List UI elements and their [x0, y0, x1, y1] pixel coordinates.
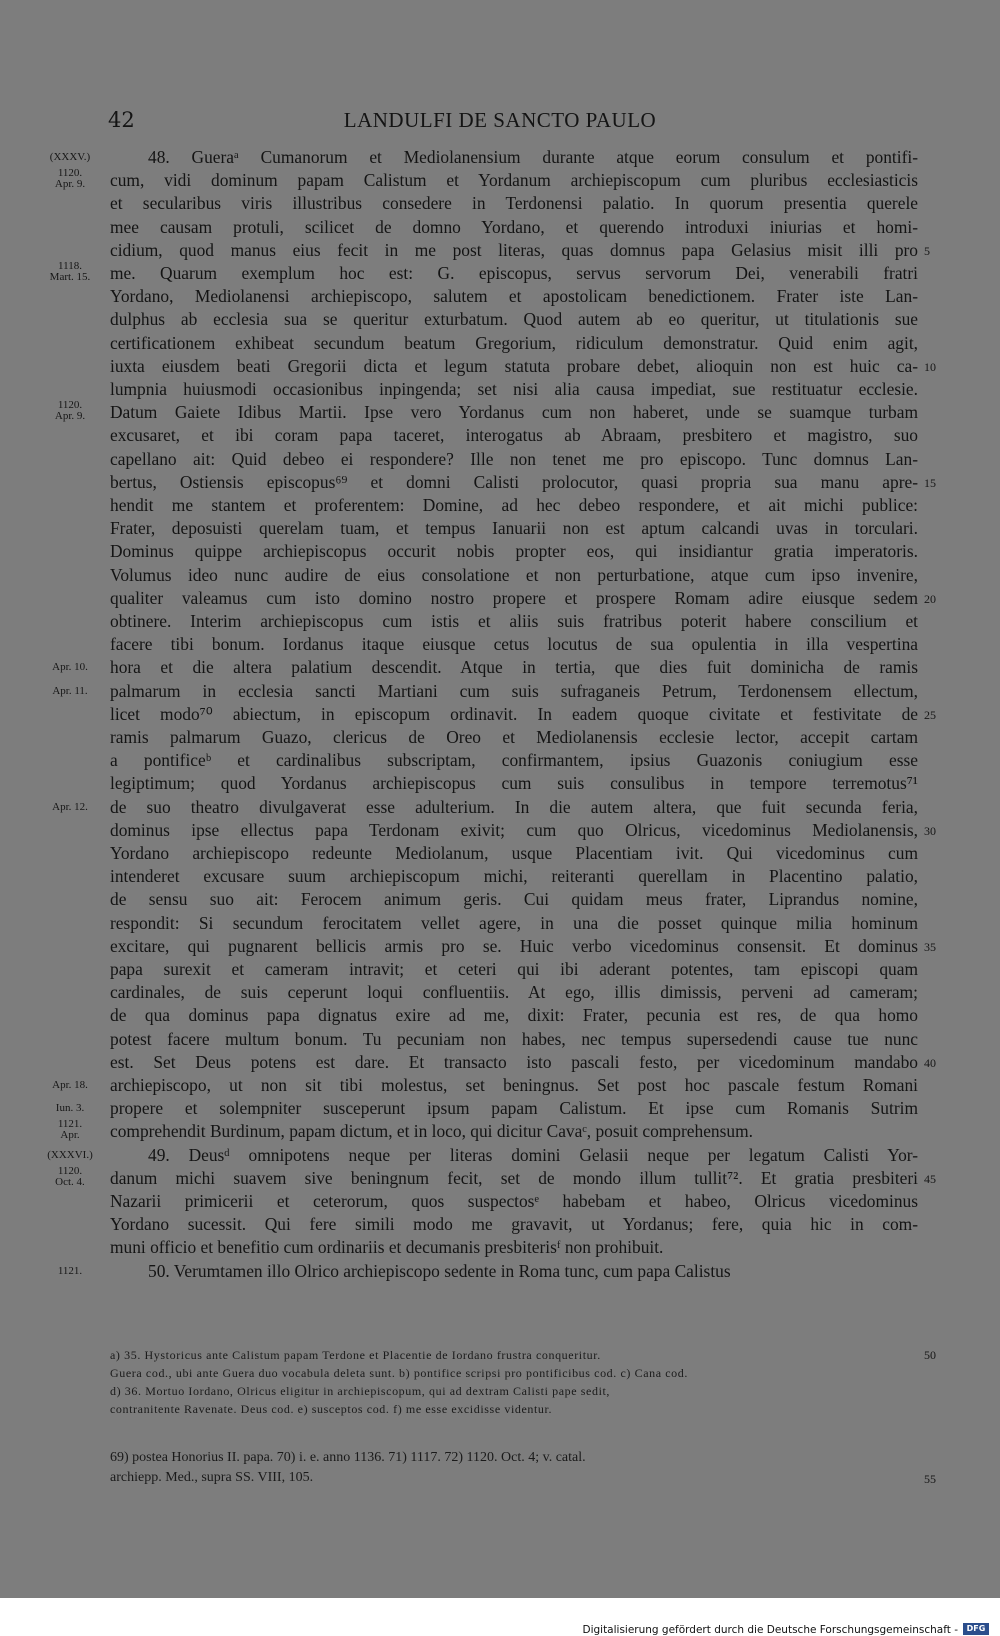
notes-line-number: 55: [924, 1472, 936, 1486]
margin-note: Apr. 11.: [52, 684, 88, 697]
text-line: Datum Gaiete Idibus Martii. Ipse vero Yordanus cum non haberet, unde se suamque turbam: [110, 402, 918, 423]
text-line: dulphus ab ecclesia sua se queritur exturbatum. Quod autem ab eo queritur, ut titulationis sue: [110, 309, 918, 330]
line-number: 45: [924, 1171, 936, 1186]
margin-note: 1120. Apr. 9.: [54, 167, 86, 191]
dfg-logo: DFG: [963, 1623, 989, 1635]
text-line: hendit me stantem et proferentem: Domine, ad hec debeo respondere, et ait michi publice:: [110, 495, 918, 515]
text-line: lumpnia huiusmodi occasionibus inpingenda; set nisi alia causa impediat, sue restituatur ecclesie.: [110, 379, 918, 399]
margin-note: 1121.: [57, 1264, 83, 1277]
text-line: respondit: Si secundum ferocitatem vellet agere, in una die posset quinque milia hominum: [110, 912, 918, 933]
text-line: capellano ait: Quid debeo ei respondere? Ille non tenet me pro episcopo. Tunc domnus Lan-: [110, 448, 918, 469]
text-line: de qua dominus papa dignatus exire ad me, dixit: Frater, pecunia est res, de qua homo: [110, 1005, 918, 1026]
note-line: 69) postea Honorius II. papa. 70) i. e. anno 1136. 71) 1117. 72) 1120. Oct. 4; v. catal.: [110, 1450, 586, 1465]
text-line: comprehendit Burdinum, papam dictum, et in loco, qui dicitur Cavaᶜ, posuit comprehensum.: [110, 1121, 753, 1142]
text-line: Volumus ideo nunc audire de eius consolatione et non perturbatione, atque cum ipso invenire,: [110, 564, 918, 585]
margin-note: 1120. Oct. 4.: [55, 1164, 85, 1188]
text-line: cidium, quod manus eius fecit in me post literas, quas domnus papa Gelasius misit illi pro: [110, 239, 918, 260]
digitization-credit: Digitalisierung gefördert durch die Deutsche Forschungsgemeinschaft -: [582, 1624, 958, 1636]
margin-note: Apr. 10.: [52, 661, 88, 674]
line-number: 10: [924, 359, 936, 374]
text-line: et secularibus viris illustribus consedere in Terdonensi palatio. In quorum presentia querele: [110, 193, 918, 214]
text-line: de sensu suo ait: Ferocem animum geris. Cui quidam meus frater, Liprandus nomine,: [110, 889, 918, 910]
text-line: a pontificeᵇ et cardinalibus subscriptam, confirmantem, ipsius Guazonis coniugium esse: [110, 750, 918, 771]
margin-note: 1120. Apr. 9.: [54, 399, 86, 423]
text-line: certificationem exhibeat secundum beatum Gregorium, ridiculum demonstratur. Quid enim agit,: [110, 332, 918, 353]
text-line: potest facere multum bonum. Tu pecuniam non habes, nec tempus supersedendi cause tue nunc: [110, 1028, 918, 1049]
text-line: 48. Gueraᵃ Cumanorum et Mediolanensium durante atque eorum consulum et pontifi-: [148, 147, 918, 167]
text-line: iuxta eiusdem beati Gregorii dicta et legum statuta probare debet, alioquin non est huic ca-: [110, 355, 918, 376]
text-line: licet modo⁷⁰ abiectum, in episcopum ordinavit. In eadem quoque civitate et festivitate de: [110, 703, 918, 724]
apparatus-line: Guera cod., ubi ante Guera duo vocabula deleta sunt. b) pontifice scripsi pro pontificibus cod. c) Cana cod.: [110, 1366, 688, 1380]
apparatus-line: contranitente Ravenate. Deus cod. e) susceptos cod. f) me esse excidisse videntur.: [110, 1402, 553, 1416]
line-number: 40: [924, 1055, 936, 1070]
margin-note: Iun. 3.: [55, 1102, 85, 1115]
page-number: 42: [108, 108, 135, 132]
text-line: propere et solempniter susceperunt ipsum papam Calistum. Et ipse cum Romanis Sutrim: [110, 1098, 918, 1119]
text-line: Yordano, Mediolanensi archiepiscopo, salutem et apostolicam benedictionem. Frater iste Lan-: [110, 286, 918, 307]
text-line: mee causam protuli, scilicet de domno Yordano, et querendo introduxi iniurias et homi-: [110, 216, 918, 237]
apparatus-line: a) 35. Hystoricus ante Calistum papam Terdone et Placentie de Iordano frustra conqueritur.: [110, 1348, 601, 1362]
text-line: excusaret, et ibi coram papa taceret, interogatus ab Abraam, presbitero et magistro, suo: [110, 425, 918, 446]
text-line: me. Quarum exemplum hoc est: G. episcopus, servus servorum Dei, venerabili fratri: [110, 263, 918, 283]
text-line: papa surexit et cameram intravit; et ceteri qui ibi aderant potentes, tam episcopi quam: [110, 959, 918, 979]
text-line: qualiter valeamus cum isto domino nostro propere et prospere Romam adire eiusque sedem: [110, 587, 918, 608]
text-line: excitare, qui pugnarent bellicis armis pro se. Huic verbo vicedominus consensit. Et dominus: [110, 935, 918, 956]
apparatus-line: d) 36. Mortuo Iordano, Olricus eligitur in archiepiscopum, qui ad dextram Calisti pape sedit,: [110, 1384, 611, 1398]
margin-note: Apr. 12.: [52, 800, 88, 813]
line-number: 30: [924, 823, 936, 838]
text-line: Yordano sucessit. Qui fere simili modo me gravavit, ut Yordanus; fere, quia hic in com-: [110, 1214, 918, 1235]
text-line: dominus ipse ellectus papa Terdonam exivit; cum quo Olricus, vicedominus Mediolanensis,: [110, 819, 918, 840]
text-line: intenderet excusare suum archiepiscopum michi, reiteranti querellam in Placentino palatio,: [110, 866, 918, 887]
text-line: legiptimum; quod Yordanus archiepiscopus cum suis consulibus in tempore terremotus⁷¹: [110, 773, 918, 794]
text-line: archiepiscopo, ut non sit tibi molestus, set beningnus. Set post hoc pascale festum Romani: [110, 1075, 918, 1095]
text-line: de suo theatro divulgaverat esse adulterium. In die autem altera, que fuit secunda feria,: [110, 796, 918, 817]
text-line: 50. Verumtamen illo Olrico archiepiscopo sedente in Roma tunc, cum papa Calistus: [148, 1260, 731, 1281]
text-line: ramis palmarum Guazo, clericus de Oreo et Mediolanensis ecclesie lector, accepit cartam: [110, 727, 918, 747]
text-line: est. Set Deus potens est dare. Et transacto isto pascali festo, per vicedominum mandabo: [110, 1051, 918, 1072]
text-line: facere tibi bonum. Iordanus itaque eiusque cetus locutus de sua opulentia in illa vespertina: [110, 634, 918, 655]
apparatus-line-number: 50: [924, 1348, 936, 1362]
line-number: 5: [924, 243, 930, 258]
note-line: archiepp. Med., supra SS. VIII, 105.: [110, 1470, 314, 1485]
margin-note: 1118. Mart. 15.: [49, 260, 91, 283]
line-number: 25: [924, 707, 936, 722]
text-line: cum, vidi dominum papam Calistum et Yordanum archiepiscopum cum pluribus ecclesiasticis: [110, 170, 918, 191]
margin-note: (XXXVI.): [47, 1148, 93, 1161]
text-line: Frater, deposuisti querelam tuam, et tempus Ianuarii non est aptum calcandi uvas in torculari.: [110, 518, 918, 539]
line-number: 35: [924, 939, 936, 954]
line-number: 20: [924, 591, 936, 606]
text-line: Nazarii primicerii et ceterorum, quos suspectosᵉ habebam et habeo, Olricus vicedominus: [110, 1191, 918, 1211]
text-line: cardinales, de suis ceperunt loqui confluentiis. At ego, illis dimissis, perveni ad cameram;: [110, 982, 918, 1003]
text-line: hora et die altera palatium descendit. Atque in tertia, que dies fuit dominicha de ramis: [110, 657, 918, 678]
text-line: muni officio et benefitio cum ordinariis et decumanis presbiterisᶠ non prohibuit.: [110, 1237, 664, 1258]
text-line: 49. Deusᵈ omnipotens neque per literas domini Gelasii neque per legatum Calisti Yor-: [148, 1144, 918, 1165]
text-line: Dominus quippe archiepiscopus occurit nobis propter eos, qui insidiantur gratia imperatoris.: [110, 541, 918, 562]
running-title: LANDULFI DE SANCTO PAULO: [343, 108, 657, 132]
text-line: danum michi suavem sive beningnum fecit, set de mondo illum tullit⁷². Et gratia presbiteri: [110, 1167, 918, 1188]
text-line: palmarum in ecclesia sancti Martiani cum suis sufraganeis Petrum, Terdonensem ellectum,: [110, 680, 918, 701]
line-number: 15: [924, 475, 936, 490]
text-line: bertus, Ostiensis episcopus⁶⁹ et domni Calisti prolocutor, quasi propria sua manu apre-: [110, 471, 918, 492]
margin-note: 1121. Apr.: [57, 1118, 83, 1142]
text-line: Yordano archiepiscopo redeunte Mediolanum, usque Placentiam ivit. Qui vicedominus cum: [110, 843, 918, 863]
margin-note: (XXXV.): [49, 151, 91, 163]
text-line: obtinere. Interim archiepiscopus cum istis et aliis suis fratribus poterit habere conscilium et: [110, 611, 918, 631]
margin-note: Apr. 18.: [52, 1079, 88, 1091]
